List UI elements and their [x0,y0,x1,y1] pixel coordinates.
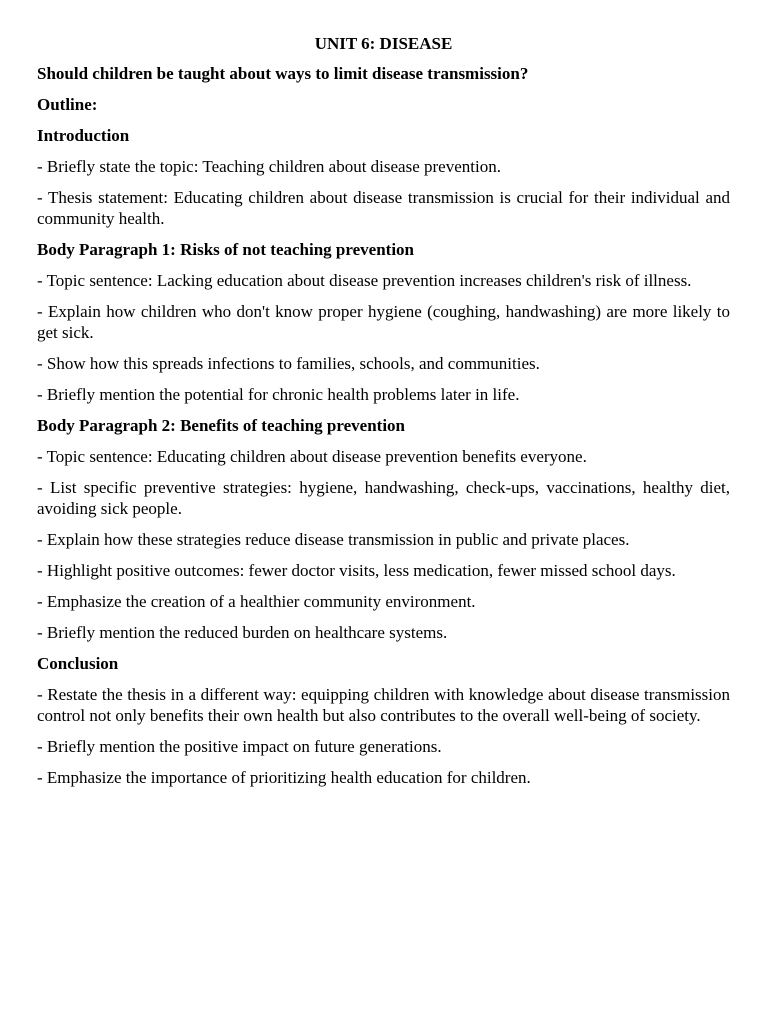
outline-point: - List specific preventive strategies: hygiene, handwashing, check-ups, vaccinations, healthy diet, avoiding sick people. [37,478,730,518]
document-title: UNIT 6: DISEASE [314,34,453,53]
outline-point: - Emphasize the creation of a healthier community environment. [37,592,476,611]
outline-point: - Thesis statement: Educating children about disease transmission is crucial for their individual and community health. [37,188,730,228]
outline-point: - Briefly state the topic: Teaching children about disease prevention. [37,157,501,176]
outline-point: - Explain how these strategies reduce disease transmission in public and private places. [37,530,630,549]
conclusion-heading: Conclusion [37,654,119,673]
outline-point: - Briefly mention the potential for chronic health problems later in life. [37,385,520,404]
outline-point: - Briefly mention the reduced burden on healthcare systems. [37,623,448,642]
body-paragraph-1-heading: Body Paragraph 1: Risks of not teaching prevention [37,240,415,259]
outline-point: - Topic sentence: Educating children about disease prevention benefits everyone. [37,447,587,466]
outline-point: - Show how this spreads infections to families, schools, and communities. [37,354,540,373]
outline-point: - Explain how children who don't know proper hygiene (coughing, handwashing) are more likely to get sick. [37,302,730,342]
outline-point: - Briefly mention the positive impact on future generations. [37,737,442,756]
outline-label: Outline: [37,95,98,114]
outline-point: - Topic sentence: Lacking education about disease prevention increases children's risk of illness. [37,271,692,290]
body-paragraph-2-heading: Body Paragraph 2: Benefits of teaching prevention [37,416,406,435]
outline-point: - Highlight positive outcomes: fewer doctor visits, less medication, fewer missed school days. [37,561,676,580]
outline-point: - Emphasize the importance of prioritizing health education for children. [37,768,531,787]
essay-question: Should children be taught about ways to limit disease transmission? [37,64,529,83]
outline-point: - Restate the thesis in a different way: equipping children with knowledge about disease transmission control not only benefits their own health but also contributes to the overall well-being of society. [37,685,730,725]
introduction-heading: Introduction [37,126,130,145]
